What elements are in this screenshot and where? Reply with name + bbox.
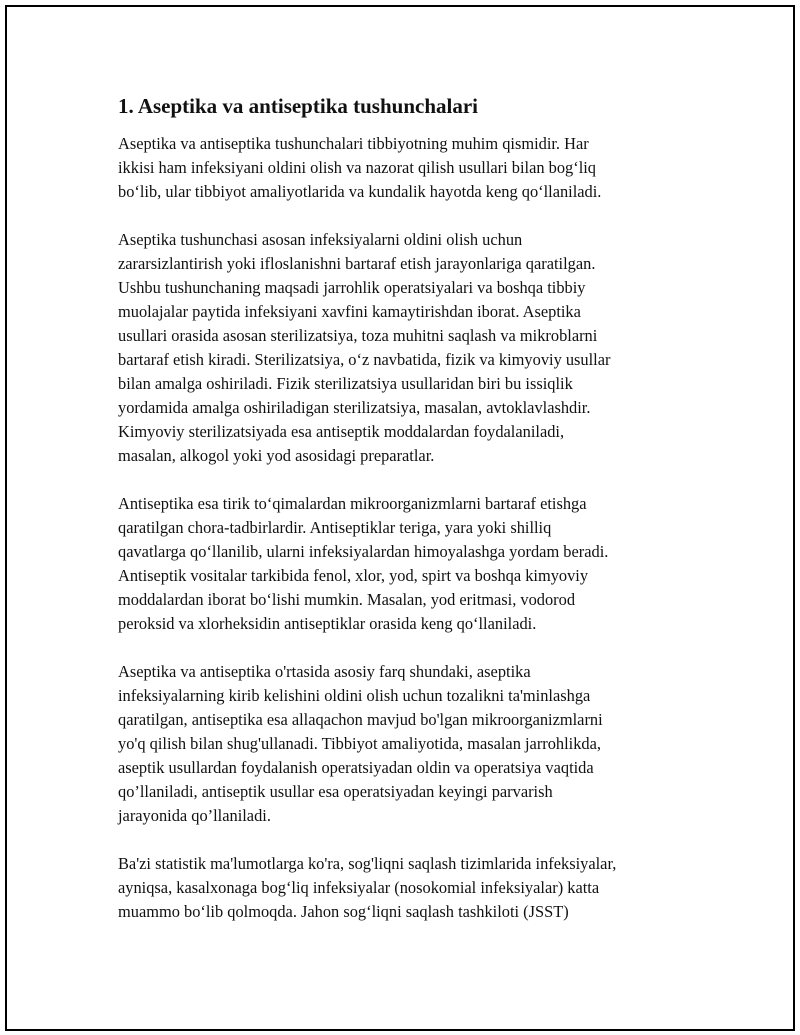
paragraph-aseptika [118, 228, 708, 468]
text-line: yo'q qilish bilan shug'ullanadi. Tibbiyot amaliyotida, masalan jarrohlikda, [118, 734, 602, 753]
text-line: bo‘lib, ular tibbiyot amaliyotlarida va kundalik hayotda keng qo‘llaniladi. [118, 182, 602, 201]
text-line: bilan amalga oshiriladi. Fizik sterilizatsiya usullaridan biri bu issiqlik [118, 374, 573, 393]
text-line: usullari orasida asosan sterilizatsiya, toza muhitni saqlash va mikroblarni [118, 326, 598, 345]
text-line: peroksid va xlorheksidin antiseptiklar orasida keng qo‘llaniladi. [118, 614, 537, 633]
text-line: Ba'zi statistik ma'lumotlarga ko'ra, sog'liqni saqlash tizimlarida infeksiyalar, [118, 854, 617, 873]
text-line: moddalardan iborat bo‘lishi mumkin. Masalan, yod eritmasi, vodorod [118, 590, 576, 609]
text-line: zararsizlantirish yoki ifloslanishni bartaraf etish jarayonlariga qaratilgan. [118, 254, 596, 273]
text-line: Aseptika va antiseptika tushunchalari tibbiyotning muhim qismidir. Har [118, 134, 589, 153]
section-heading: 1. Aseptika va antiseptika tushunchalari [118, 94, 478, 118]
text-line: yordamida amalga oshiriladigan sterilizatsiya, masalan, avtoklavlashdir. [118, 398, 591, 417]
text-line: Antiseptika esa tirik to‘qimalardan mikroorganizmlarni bartaraf etishga [118, 494, 587, 513]
text-line: muolajalar paytida infeksiyani xavfini kamaytirishdan iborat. Aseptika [118, 302, 581, 321]
text-line: aseptik usullardan foydalanish operatsiyadan oldin va operatsiya vaqtida [118, 758, 594, 777]
text-line: ikkisi ham infeksiyani oldini olish va nazorat qilish usullari bilan bog‘liq [118, 158, 596, 177]
text-line: Aseptika va antiseptika o'rtasida asosiy farq shundaki, aseptika [118, 662, 531, 681]
text-line: bartaraf etish kiradi. Sterilizatsiya, o‘z navbatida, fizik va kimyoviy usullar [118, 350, 611, 369]
text-line: qo’llaniladi, antiseptik usullar esa operatsiyadan keyingi parvarish [118, 782, 553, 801]
paragraph-intro [118, 132, 708, 204]
document-body [118, 92, 708, 948]
paragraph-antiseptika [118, 492, 708, 636]
text-line: ayniqsa, kasalxonaga bog‘liq infeksiyalar (nosokomial infeksiyalar) katta [118, 878, 600, 897]
text-line: jarayonida qo’llaniladi. [118, 806, 271, 825]
text-line: muammo bo‘lib qolmoqda. Jahon sog‘liqni saqlash tashkiloti (JSST) [118, 902, 569, 921]
text-line: qavatlarga qo‘llanilib, ularni infeksiyalardan himoyalashga yordam beradi. [118, 542, 609, 561]
text-line: qaratilgan, antiseptika esa allaqachon mavjud bo'lgan mikroorganizmlarni [118, 710, 603, 729]
text-line: Kimyoviy sterilizatsiyada esa antiseptik moddalardan foydalaniladi, [118, 422, 565, 441]
text-line: infeksiyalarning kirib kelishini oldini olish uchun tozalikni ta'minlashga [118, 686, 591, 705]
text-line: Aseptika tushunchasi asosan infeksiyalarni oldini olish uchun [118, 230, 523, 249]
paragraph-statistics [118, 852, 708, 924]
paragraph-difference [118, 660, 708, 828]
text-line: Ushbu tushunchaning maqsadi jarrohlik operatsiyalari va boshqa tibbiy [118, 278, 586, 297]
text-line: Antiseptik vositalar tarkibida fenol, xlor, yod, spirt va boshqa kimyoviy [118, 566, 589, 585]
text-line: qaratilgan chora-tadbirlardir. Antiseptiklar teriga, yara yoki shilliq [118, 518, 552, 537]
text-line: masalan, alkogol yoki yod asosidagi preparatlar. [118, 446, 435, 465]
